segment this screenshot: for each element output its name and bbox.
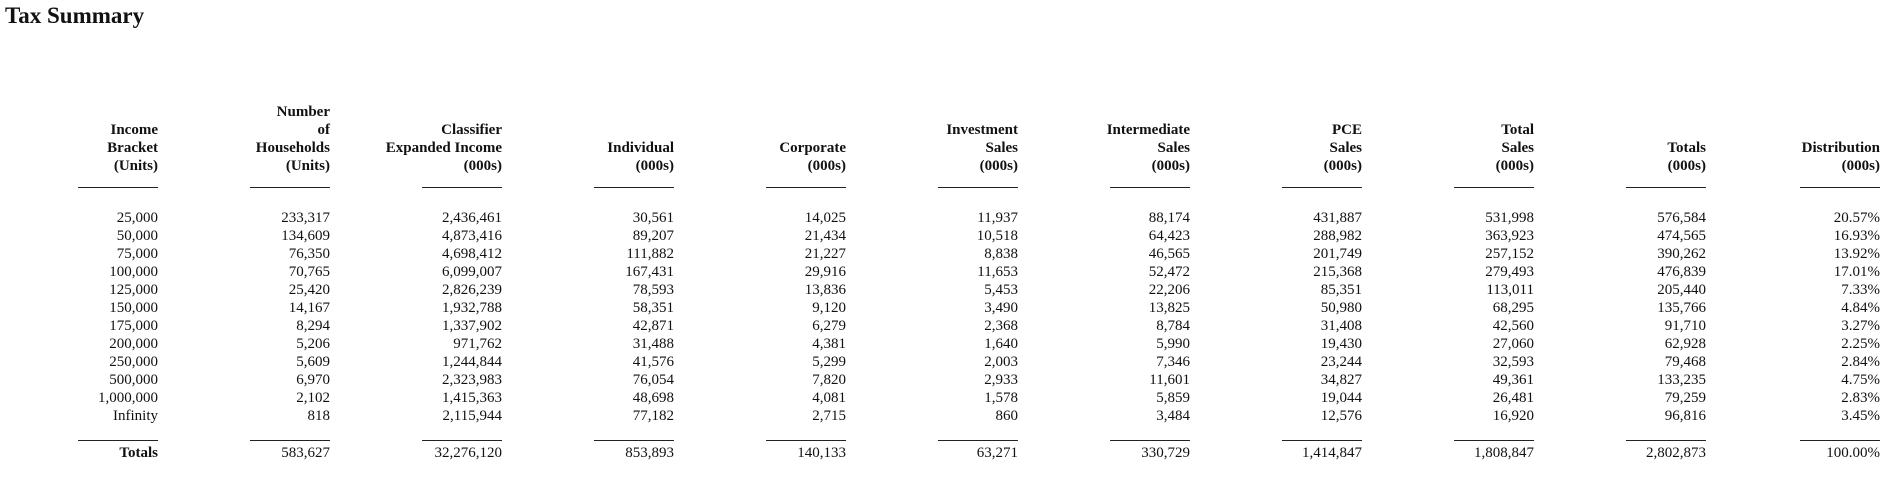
table-cell: 5,859: [1156, 390, 1190, 406]
table-cell: 6,099,007: [442, 264, 502, 280]
table-cell: 91,710: [1664, 318, 1706, 334]
table-cell: 2,115,944: [442, 408, 502, 424]
totals-rule: [1626, 440, 1706, 441]
table-cell: 1,000,000: [98, 390, 158, 406]
column-header-line: (000s): [1841, 158, 1880, 174]
table-cell: 5,206: [296, 336, 330, 352]
header-rule: [422, 187, 502, 188]
totals-cell: 1,808,847: [1474, 445, 1534, 461]
table-cell: 5,453: [984, 282, 1018, 298]
table-cell: 49,361: [1492, 372, 1534, 388]
table-cell: 2,368: [984, 318, 1018, 334]
column-header-line: Sales: [1157, 140, 1190, 156]
table-cell: 1,244,844: [442, 354, 502, 370]
column-values: [281, 209, 330, 425]
table-cell: 31,408: [1320, 318, 1362, 334]
totals-cell: 1,414,847: [1302, 445, 1362, 461]
column-header-line: (Units): [285, 158, 330, 174]
table-cell: 12,576: [1320, 408, 1362, 424]
header-rule: [938, 187, 1018, 188]
column-header-line: (000s): [1151, 158, 1190, 174]
column-header: [256, 103, 330, 175]
table-cell: 205,440: [1657, 282, 1706, 298]
table-cell: 23,244: [1320, 354, 1362, 370]
table-cell: 390,262: [1657, 246, 1706, 262]
table-cell: 476,839: [1657, 264, 1706, 280]
column-header-line: Total: [1501, 122, 1534, 138]
table-cell: 2,323,983: [442, 372, 502, 388]
table-cell: 8,784: [1156, 318, 1190, 334]
column-header: [107, 121, 158, 175]
column-header-line: (Units): [113, 158, 158, 174]
table-cell: 2.83%: [1841, 390, 1880, 406]
table-cell: 576,584: [1657, 210, 1706, 226]
table-cell: 52,472: [1148, 264, 1190, 280]
table-cell: 13.92%: [1833, 246, 1880, 262]
totals-rule: [594, 440, 674, 441]
table-cell: 818: [307, 408, 330, 424]
totals-rule: [766, 440, 846, 441]
table-column: [1020, 0, 1190, 486]
column-header-line: (000s): [807, 158, 846, 174]
table-cell: 2,715: [812, 408, 846, 424]
table-cell: 2,102: [296, 390, 330, 406]
table-cell: 7.33%: [1841, 282, 1880, 298]
column-header: [386, 121, 502, 175]
table-cell: 134,609: [281, 228, 330, 244]
table-column: [1536, 0, 1706, 486]
table-cell: 11,653: [977, 264, 1018, 280]
table-cell: 5,299: [812, 354, 846, 370]
table-cell: 25,420: [288, 282, 330, 298]
table-cell: 167,431: [625, 264, 674, 280]
table-cell: 78,593: [632, 282, 674, 298]
table-cell: 7,820: [812, 372, 846, 388]
table-column: [0, 0, 158, 486]
column-header: [1107, 121, 1190, 175]
table-cell: 2,933: [984, 372, 1018, 388]
table-cell: 96,816: [1664, 408, 1706, 424]
header-rule: [78, 187, 158, 188]
table-cell: 25,000: [116, 210, 158, 226]
table-cell: 3.27%: [1841, 318, 1880, 334]
column-header: [607, 139, 674, 175]
table-cell: 971,762: [453, 336, 502, 352]
table-cell: 19,430: [1320, 336, 1362, 352]
table-cell: 27,060: [1492, 336, 1534, 352]
table-cell: 431,887: [1313, 210, 1362, 226]
column-values: [977, 209, 1018, 425]
table-cell: 100,000: [109, 264, 158, 280]
table-cell: 30,561: [632, 210, 674, 226]
table-cell: 1,578: [984, 390, 1018, 406]
table-cell: 1,640: [984, 336, 1018, 352]
column-header-line: (000s): [979, 158, 1018, 174]
table-column: [332, 0, 502, 486]
table-cell: 233,317: [281, 210, 330, 226]
table-cell: 279,493: [1485, 264, 1534, 280]
table-cell: 500,000: [109, 372, 158, 388]
table-cell: 113,011: [1486, 282, 1534, 298]
table-cell: 13,825: [1148, 300, 1190, 316]
table-cell: 1,415,363: [442, 390, 502, 406]
totals-rule: [1282, 440, 1362, 441]
table-cell: 31,488: [632, 336, 674, 352]
table-cell: 3.45%: [1841, 408, 1880, 424]
table-cell: 5,990: [1156, 336, 1190, 352]
table-cell: 21,227: [804, 246, 846, 262]
table-cell: 10,518: [976, 228, 1018, 244]
column-header-line: Sales: [985, 140, 1018, 156]
column-header-line: Sales: [1501, 140, 1534, 156]
table-cell: 16.93%: [1833, 228, 1880, 244]
table-cell: 474,565: [1657, 228, 1706, 244]
totals-cell: 853,893: [625, 445, 674, 461]
table-column: [676, 0, 846, 486]
table-cell: 85,351: [1320, 282, 1362, 298]
totals-cell: Totals: [119, 445, 158, 461]
table-cell: 2,003: [984, 354, 1018, 370]
totals-cell: 63,271: [976, 445, 1018, 461]
column-header-line: Bracket: [107, 140, 158, 156]
column-values: [98, 209, 158, 425]
table-cell: 150,000: [109, 300, 158, 316]
header-rule: [1282, 187, 1362, 188]
table-cell: 77,182: [632, 408, 674, 424]
column-header-line: Investment: [946, 122, 1018, 138]
column-header: [946, 121, 1018, 175]
column-header: [1324, 121, 1362, 175]
table-cell: 5,609: [296, 354, 330, 370]
table-cell: 125,000: [109, 282, 158, 298]
table-cell: 288,982: [1313, 228, 1362, 244]
table-cell: 14,025: [804, 210, 846, 226]
table-cell: 34,827: [1320, 372, 1362, 388]
column-header: [1667, 139, 1706, 175]
table-cell: 4,698,412: [442, 246, 502, 262]
table-cell: 16,920: [1492, 408, 1534, 424]
table-cell: 14,167: [288, 300, 330, 316]
table-cell: 4.84%: [1841, 300, 1880, 316]
table-cell: 2,436,461: [442, 210, 502, 226]
table-cell: 1,337,902: [442, 318, 502, 334]
table-cell: 32,593: [1492, 354, 1534, 370]
column-header-line: Classifier: [441, 122, 502, 138]
table-cell: 50,000: [116, 228, 158, 244]
table-column: [1364, 0, 1534, 486]
table-cell: 11,601: [1149, 372, 1190, 388]
column-values: [1485, 209, 1534, 425]
header-rule: [1110, 187, 1190, 188]
column-header: [1802, 139, 1880, 175]
table-cell: 22,206: [1148, 282, 1190, 298]
table-cell: 860: [995, 408, 1018, 424]
totals-cell: 100.00%: [1826, 445, 1880, 461]
table-cell: Infinity: [113, 408, 158, 424]
table-cell: 2.25%: [1841, 336, 1880, 352]
column-header: [1496, 121, 1534, 175]
table-cell: 76,054: [632, 372, 674, 388]
header-rule: [250, 187, 330, 188]
totals-rule: [1800, 440, 1880, 441]
table-cell: 13,836: [804, 282, 846, 298]
table-cell: 21,434: [804, 228, 846, 244]
totals-cell: 140,133: [797, 445, 846, 461]
table-cell: 42,871: [632, 318, 674, 334]
totals-rule: [78, 440, 158, 441]
totals-rule: [422, 440, 502, 441]
table-cell: 4,873,416: [442, 228, 502, 244]
totals-rule: [1110, 440, 1190, 441]
table-cell: 17.01%: [1833, 264, 1880, 280]
header-rule: [594, 187, 674, 188]
table-cell: 175,000: [109, 318, 158, 334]
table-column: [1710, 0, 1880, 486]
column-header-line: (000s): [635, 158, 674, 174]
column-header-line: Individual: [607, 140, 674, 156]
column-header-line: Distribution: [1801, 140, 1880, 156]
column-values: [625, 209, 674, 425]
column-header-line: (000s): [1495, 158, 1534, 174]
table-cell: 531,998: [1485, 210, 1534, 226]
table-cell: 64,423: [1148, 228, 1190, 244]
table-cell: 8,294: [296, 318, 330, 334]
table-cell: 3,490: [984, 300, 1018, 316]
table-cell: 89,207: [632, 228, 674, 244]
table-cell: 215,368: [1313, 264, 1362, 280]
table-cell: 7,346: [1156, 354, 1190, 370]
header-rule: [766, 187, 846, 188]
column-header-line: Expanded Income: [385, 140, 502, 156]
table-cell: 50,980: [1320, 300, 1362, 316]
totals-cell: 2,802,873: [1646, 445, 1706, 461]
table-cell: 6,970: [296, 372, 330, 388]
table-cell: 68,295: [1492, 300, 1534, 316]
table-cell: 46,565: [1148, 246, 1190, 262]
table-cell: 8,838: [984, 246, 1018, 262]
header-rule: [1800, 187, 1880, 188]
header-rule: [1454, 187, 1534, 188]
column-values: [805, 209, 846, 425]
column-header-line: Households: [255, 140, 330, 156]
column-values: [1313, 209, 1362, 425]
header-rule: [1626, 187, 1706, 188]
table-cell: 42,560: [1492, 318, 1534, 334]
column-header-line: Income: [110, 122, 158, 138]
table-column: [1192, 0, 1362, 486]
column-header-line: (000s): [1323, 158, 1362, 174]
table-cell: 2.84%: [1841, 354, 1880, 370]
column-header-line: Totals: [1667, 140, 1706, 156]
table-cell: 41,576: [632, 354, 674, 370]
totals-rule: [250, 440, 330, 441]
totals-rule: [938, 440, 1018, 441]
table-column: [160, 0, 330, 486]
table-cell: 4,081: [812, 390, 846, 406]
column-values: [442, 209, 502, 425]
column-header-line: (000s): [463, 158, 502, 174]
table-cell: 26,481: [1492, 390, 1534, 406]
column-header-line: (000s): [1667, 158, 1706, 174]
table-cell: 3,484: [1156, 408, 1190, 424]
table-cell: 133,235: [1657, 372, 1706, 388]
table-cell: 363,923: [1485, 228, 1534, 244]
table-cell: 6,279: [812, 318, 846, 334]
column-header-line: Corporate: [779, 140, 846, 156]
table-cell: 70,765: [288, 264, 330, 280]
column-header-line: of: [317, 122, 330, 138]
totals-rule: [1454, 440, 1534, 441]
table-cell: 62,928: [1664, 336, 1706, 352]
table-column: [504, 0, 674, 486]
table-cell: 19,044: [1320, 390, 1362, 406]
table-cell: 20.57%: [1833, 210, 1880, 226]
column-header-line: Number: [276, 104, 330, 120]
table-cell: 76,350: [288, 246, 330, 262]
column-header: [779, 139, 846, 175]
table-cell: 200,000: [109, 336, 158, 352]
table-cell: 250,000: [109, 354, 158, 370]
table-cell: 75,000: [116, 246, 158, 262]
table-cell: 2,826,239: [442, 282, 502, 298]
table-cell: 29,916: [804, 264, 846, 280]
table-cell: 88,174: [1148, 210, 1190, 226]
table-cell: 79,468: [1664, 354, 1706, 370]
table-cell: 4.75%: [1841, 372, 1880, 388]
table-cell: 1,932,788: [442, 300, 502, 316]
page-title: Tax Summary: [5, 3, 145, 28]
table-cell: 257,152: [1485, 246, 1534, 262]
table-cell: 135,766: [1657, 300, 1706, 316]
table-cell: 79,259: [1664, 390, 1706, 406]
table-cell: 48,698: [632, 390, 674, 406]
table-cell: 111,882: [626, 246, 674, 262]
totals-cell: 32,276,120: [434, 445, 502, 461]
column-values: [1149, 209, 1190, 425]
column-values: [1834, 209, 1880, 425]
table-cell: 11,937: [977, 210, 1018, 226]
totals-cell: 330,729: [1141, 445, 1190, 461]
column-header-line: Intermediate: [1106, 122, 1190, 138]
column-header-line: PCE: [1332, 122, 1362, 138]
table-cell: 201,749: [1313, 246, 1362, 262]
table-cell: 58,351: [632, 300, 674, 316]
column-values: [1657, 209, 1706, 425]
table-cell: 4,381: [812, 336, 846, 352]
table-column: [848, 0, 1018, 486]
column-header-line: Sales: [1329, 140, 1362, 156]
table-cell: 9,120: [812, 300, 846, 316]
totals-cell: 583,627: [281, 445, 330, 461]
